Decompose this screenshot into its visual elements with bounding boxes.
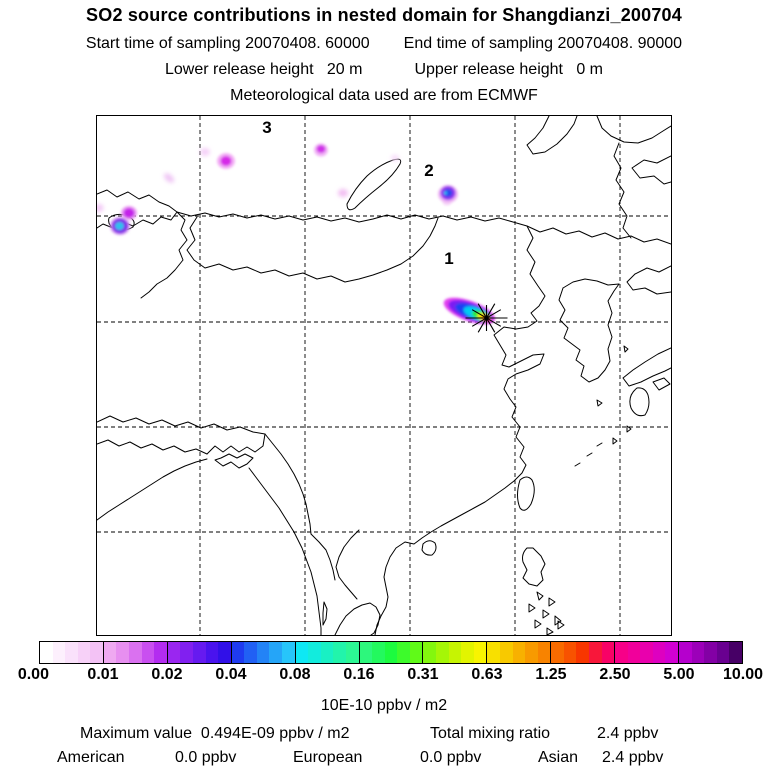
colorbar-step [321,642,334,663]
colorbar-step [142,642,155,663]
region-american-value: 0.0 ppbv [175,749,237,766]
colorbar-step [360,642,373,663]
upper-release-label: Upper release height 0 m [414,61,603,78]
colorbar-step [628,642,641,663]
coastlines [97,116,671,635]
colorbar-step [40,642,53,663]
colorbar-step [154,642,167,663]
colorbar-step [232,642,245,663]
colorbar-step [104,642,117,663]
region-european-label: European [293,749,363,766]
colorbar-step [244,642,257,663]
maximum-value-label: Maximum value 0.494E-09 ppbv / m2 [80,725,350,742]
map-canvas [97,116,671,635]
met-data-row [0,87,768,105]
colorbar-step [397,642,410,663]
colorbar-step [564,642,577,663]
colorbar-tick-label-5.00: 5.00 [663,666,695,683]
colorbar-step [461,642,474,663]
colorbar-step [206,642,219,663]
met-source-label: Meteorological data used are from ECMWF [230,87,538,104]
figure-title [0,5,768,26]
colorbar-segment-3 [231,642,295,663]
colorbar-tick-label-0.02: 0.02 [151,666,183,683]
colorbar-step [589,642,602,663]
colorbar-step [218,642,231,663]
colorbar-step [269,642,282,663]
colorbar-step [500,642,513,663]
region-asian-value: 2.4 ppbv [602,749,664,766]
region-european-value: 0.0 ppbv [420,749,482,766]
colorbar-step [78,642,91,663]
colorbar-step [551,642,564,663]
colorbar-segment-8 [550,642,614,663]
colorbar-step [602,642,615,663]
colorbar-tick-label-0.16: 0.16 [343,666,375,683]
sampling-times-row [0,35,768,53]
colorbar-step [372,642,385,663]
region-label-1: 1 [444,249,454,268]
region-american-label: American [57,749,125,766]
colorbar-tick-labels [0,666,768,688]
colorbar-step [168,642,181,663]
colorbar-step [615,642,628,663]
blob-blue-core-region2 [438,185,458,206]
colorbar-step [423,642,436,663]
colorbar-step [129,642,142,663]
colorbar-step [53,642,66,663]
colorbar-step [333,642,346,663]
title-text: SO2 source contributions in nested domain for Shangdianzi_200704 [86,5,682,25]
colorbar-segment-7 [486,642,550,663]
colorbar-step [116,642,129,663]
colorbar-step [282,642,295,663]
graticule-grid [97,116,671,635]
blob-magenta-b [314,144,328,157]
concentration-blobs [97,144,458,236]
colorbar-step [704,642,717,663]
blob-faint-4 [338,189,348,197]
colorbar-step [296,642,309,663]
blob-faint-1 [200,148,210,156]
colorbar-step [640,642,653,663]
blob-faint-5 [391,155,399,161]
colorbar-step [576,642,589,663]
colorbar-step [180,642,193,663]
colorbar-step [653,642,666,663]
colorbar-step [410,642,423,663]
colorbar-step [474,642,487,663]
colorbar-tick-label-2.50: 2.50 [599,666,631,683]
colorbar-tick-label-0.04: 0.04 [215,666,247,683]
colorbar-step [513,642,526,663]
lower-release-label: Lower release height 20 m [165,61,363,78]
colorbar-step [525,642,538,663]
colorbar [39,641,743,664]
colorbar-step [65,642,78,663]
colorbar-segment-10 [678,642,742,663]
colorbar-tick-label-0.01: 0.01 [87,666,119,683]
blob-cyan-core-west [110,217,130,235]
colorbar-step [717,642,730,663]
colorbar-step [257,642,270,663]
colorbar-segment-4 [295,642,359,663]
colorbar-step [308,642,321,663]
colorbar-step [90,642,103,663]
end-time-label: End time of sampling 20070408. 90000 [403,35,683,52]
colorbar-tick-label-0.63: 0.63 [471,666,503,683]
colorbar-tick-label-0.31: 0.31 [407,666,439,683]
total-mixing-ratio-value: 2.4 ppbv [597,725,659,742]
region-label-3: 3 [262,118,272,137]
blob-faint-3 [97,204,104,212]
colorbar-unit-row [0,697,768,715]
start-time-label: Start time of sampling 20070408. 60000 [85,35,370,52]
colorbar-step [385,642,398,663]
colorbar-step [679,642,692,663]
blob-faint-2 [162,171,176,184]
colorbar-segment-1 [103,642,167,663]
region-asian-label: Asian [538,749,579,766]
colorbar-step [449,642,462,663]
colorbar-step [487,642,500,663]
colorbar-step [538,642,551,663]
colorbar-step [346,642,359,663]
colorbar-step [729,642,742,663]
release-heights-row [0,61,768,79]
colorbar-segment-2 [167,642,231,663]
colorbar-segment-5 [359,642,423,663]
colorbar-tick-label-0.00: 0.00 [17,666,49,683]
colorbar-step [665,642,678,663]
total-mixing-ratio-label: Total mixing ratio [430,725,551,742]
colorbar-tick-label-1.25: 1.25 [535,666,567,683]
blob-magenta-a [217,153,235,169]
region-label-2: 2 [424,161,434,180]
colorbar-step [692,642,705,663]
colorbar-step [436,642,449,663]
colorbar-step [193,642,206,663]
colorbar-segment-9 [614,642,678,663]
colorbar-segment-6 [422,642,486,663]
map-panel [96,115,672,636]
colorbar-tick-label-10.00: 10.00 [722,666,764,683]
colorbar-segment-0 [40,642,103,663]
colorbar-tick-label-0.08: 0.08 [279,666,311,683]
colorbar-unit-label: 10E-10 ppbv / m2 [320,697,448,714]
